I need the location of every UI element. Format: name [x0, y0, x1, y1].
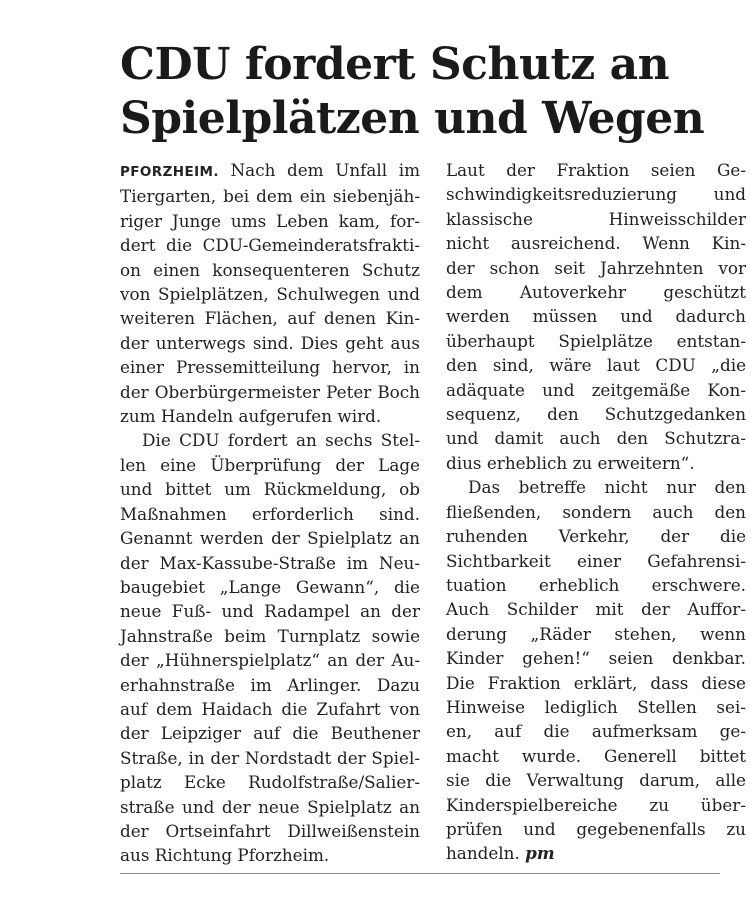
text-line: und damit auch den Schutzra-	[446, 428, 746, 449]
text-line: Die Fraktion erklärt, dass diese	[446, 672, 746, 693]
text-line: der unterwegs sind. Dies geht aus	[120, 332, 420, 353]
article-column-right	[446, 158, 746, 866]
text-line: der Ortseinfahrt Dillweißenstein	[120, 820, 420, 841]
text-line: schwindigkeitsreduzierung und	[446, 184, 746, 205]
text-line: zum Handeln aufgerufen wird.	[120, 406, 382, 427]
article-column-left	[120, 158, 420, 868]
text-line: Genannt werden der Spielplatz an	[120, 528, 420, 549]
text-line: dem Autoverkehr geschützt	[446, 282, 746, 303]
text-line: erhahnstraße im Arlinger. Dazu	[120, 674, 420, 695]
bottom-divider	[120, 873, 720, 874]
text-line: Auch Schilder mit der Auffor-	[446, 599, 746, 620]
text-line: auf dem Haidach die Zufahrt von	[120, 698, 420, 719]
text-line: werden müssen und dadurch	[446, 306, 746, 327]
text-line: macht wurde. Generell bittet	[446, 745, 746, 766]
text-line: Straße, in der Nordstadt der Spiel-	[120, 747, 420, 768]
text-line: baugebiet „Lange Gewann“, die	[120, 576, 420, 597]
text-line: derung „Räder stehen, wenn	[446, 623, 746, 644]
text-line: Das betreffe nicht nur den	[468, 477, 746, 498]
text-line: straße und der neue Spielplatz an	[120, 796, 420, 817]
text-line: sequenz, den Schutzgedanken	[446, 404, 746, 425]
text-line: sie die Verwaltung darum, alle	[446, 770, 746, 791]
headline-line: Spielplätzen und Wegen	[120, 93, 705, 144]
text-line: Hinweise lediglich Stellen sei-	[446, 696, 746, 717]
text-line: einer Pressemitteilung hervor, in	[120, 357, 420, 378]
text-line: Tiergarten, bei dem ein siebenjäh-	[120, 186, 420, 207]
text-line: platz Ecke Rudolfstraße/Salier-	[120, 772, 420, 793]
text-line: überhaupt Spielplätze entstan-	[446, 330, 746, 351]
text-line: tuation erheblich erschwere.	[446, 574, 746, 595]
text-line: der schon seit Jahrzehnten vor	[446, 257, 746, 278]
text-line: den sind, wäre laut CDU „die	[446, 355, 746, 376]
text-line: Maßnahmen erforderlich sind.	[120, 503, 420, 524]
text-line: Laut der Fraktion seien Ge-	[446, 160, 746, 180]
text-line: nicht ausreichend. Wenn Kin-	[446, 233, 746, 254]
text-line: aus Richtung Pforzheim.	[120, 845, 330, 866]
text-line: dert die CDU-Gemeinderatsfrakti-	[120, 235, 420, 256]
text-line: der Leipziger auf die Beuthener	[120, 723, 420, 744]
text-line: riger Junge ums Leben kam, for-	[120, 210, 420, 231]
text-line: weiteren Flächen, auf denen Kin-	[120, 308, 420, 329]
headline	[120, 38, 740, 146]
text-line	[120, 158, 420, 184]
text-line	[446, 841, 746, 865]
text-line: Kinder gehen!“ seien denkbar.	[446, 648, 746, 669]
text-line: dius erheblich zu erweitern“.	[446, 452, 695, 473]
text-line: prüfen und gegebenenfalls zu	[446, 818, 746, 839]
text-line: neue Fuß- und Radampel an der	[120, 601, 420, 622]
text-line: und bittet um Rückmeldung, ob	[120, 479, 420, 500]
text-line: on einen konsequenteren Schutz	[120, 259, 420, 280]
headline-line: CDU fordert Schutz an	[120, 39, 670, 90]
text-line: ruhenden Verkehr, der die	[446, 526, 746, 547]
text-line: klassische Hinweisschilder	[446, 208, 746, 229]
text-line: von Spielplätzen, Schulwegen und	[120, 284, 420, 305]
text-line: Jahnstraße beim Turnplatz sowie	[120, 625, 420, 646]
text-fragment: Nach dem Unfall im	[218, 160, 420, 180]
text-line: len eine Überprüfung der Lage	[120, 454, 420, 475]
author-initials: pm	[525, 843, 555, 864]
text-line: en, auf die aufmerksam ge-	[446, 721, 746, 742]
text-line: der Oberbürgermeister Peter Boch	[120, 381, 420, 402]
text-line: der Max-Kassube-Straße im Neu-	[120, 552, 420, 573]
text-fragment: handeln.	[446, 843, 526, 864]
text-line: der „Hühnerspielplatz“ an der Au-	[120, 650, 420, 671]
text-line: Kinderspielbereiche zu über-	[446, 794, 746, 815]
dateline: PFORZHEIM.	[120, 164, 219, 180]
text-line: Sichtbarkeit einer Gefahrensi-	[446, 550, 746, 571]
text-line: Die CDU fordert an sechs Stel-	[142, 430, 420, 451]
text-line: adäquate und zeitgemäße Kon-	[446, 379, 746, 400]
text-line: fließenden, sondern auch den	[446, 501, 746, 522]
